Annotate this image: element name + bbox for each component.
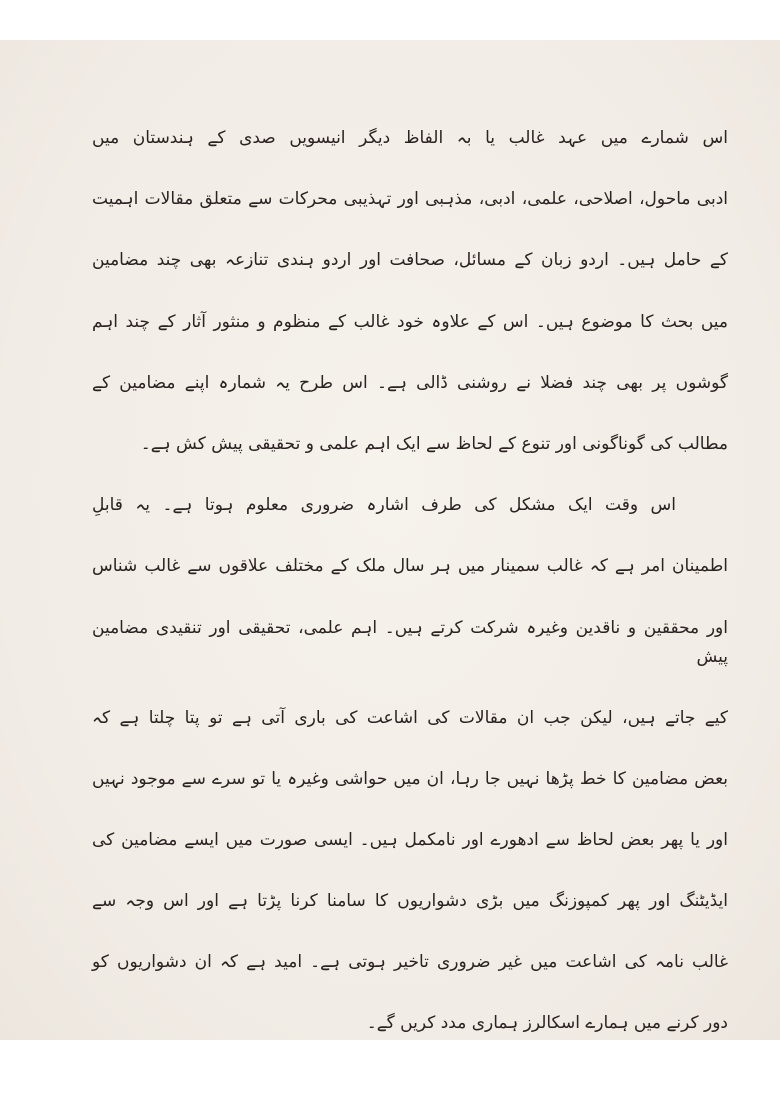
text-line: مطالب کی گوناگونی اور تنوع کے لحاظ سے ایک اہم علمی و تحقیقی پیش کش ہے۔ [140,433,728,454]
text-line: گوشوں پر بھی چند فضلا نے روشنی ڈالی ہے۔ اس طرح یہ شمارہ اپنے مضامین کے [92,372,728,393]
paragraph-2 [92,475,728,1055]
text-line: بعض مضامین کا خط پڑھا نہیں جا رہا، ان میں حواشی وغیرہ یا تو سرے سے موجود نہیں [92,768,728,789]
text-line: ادبی ماحول، اصلاحی، علمی، ادبی، مذہبی اور تہذیبی محرکات سے متعلق مقالات اہمیت [92,189,728,210]
text-line: اور محققین و ناقدین وغیرہ شرکت کرتے ہیں۔ اہم علمی، تحقیقی اور تنقیدی مضامین پیش [92,617,728,667]
text-line: دور کرنے میں ہمارے اسکالرز ہماری مدد کریں گے۔ [366,1013,728,1034]
paragraph-1 [92,108,728,475]
text-line: اطمینان امر ہے کہ غالب سمینار میں ہر سال ملک کے مختلف علاقوں سے غالب شناس [92,556,728,577]
page-text [92,108,728,1055]
text-line: غالب نامہ کی اشاعت میں غیر ضروری تاخیر ہوتی ہے۔ امید ہے کہ ان دشواریوں کو [92,952,728,973]
text-line: کیے جاتے ہیں، لیکن جب ان مقالات کی اشاعت کی باری آتی ہے تو پتا چلتا ہے کہ [92,707,728,728]
text-line: میں بحث کا موضوع ہیں۔ اس کے علاوہ خود غالب کے منظوم و منثور آثار کے چند اہم [92,311,728,332]
text-line: کے حامل ہیں۔ اردو زبان کے مسائل، صحافت اور اردو ہندی تنازعہ بھی چند مضامین [92,250,728,271]
text-line: اس شمارے میں عہد غالب یا بہ الفاظ دیگر انیسویں صدی کے ہندستان میں [92,128,728,148]
scanned-page [0,40,780,1040]
text-line: ایڈیٹنگ اور پھر کمپوزنگ میں بڑی دشواریوں کا سامنا کرنا پڑتا ہے اور اس وجہ سے [92,891,728,912]
text-line: اس وقت ایک مشکل کی طرف اشارہ ضروری معلوم ہوتا ہے۔ یہ قابلِ [92,495,676,516]
text-line: اور یا پھر بعض لحاظ سے ادھورے اور نامکمل ہیں۔ ایسی صورت میں ایسے مضامین کی [92,829,728,850]
